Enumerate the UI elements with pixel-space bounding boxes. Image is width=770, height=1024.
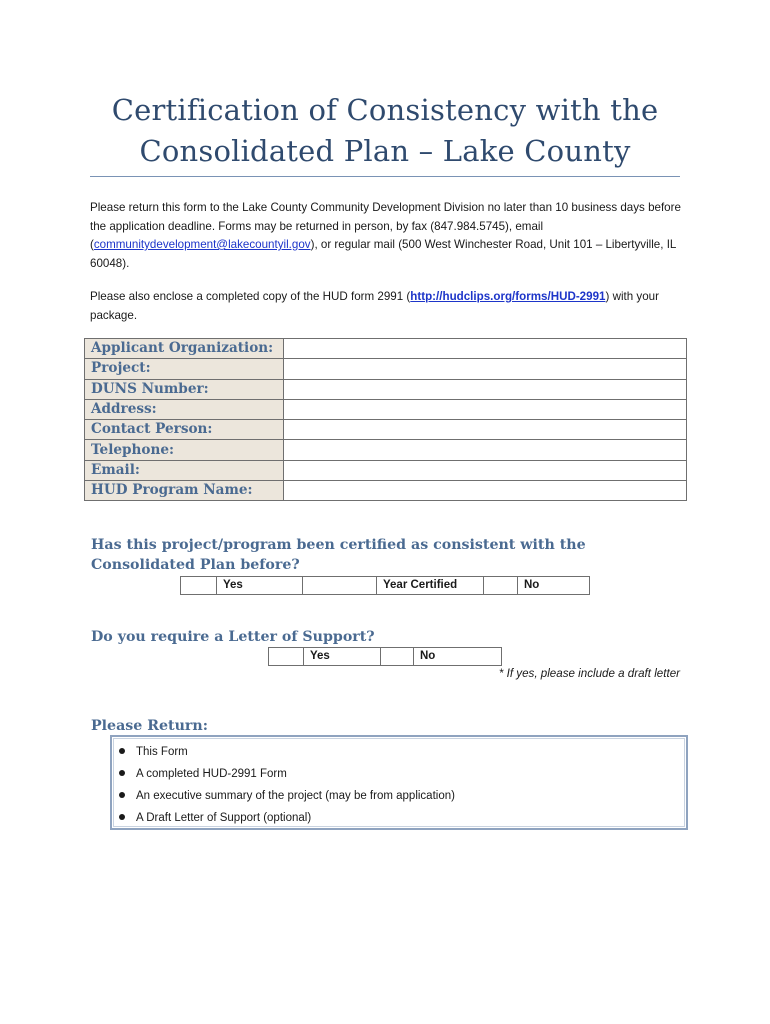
list-item [117,763,455,785]
email-field[interactable] [284,460,687,480]
list-item [117,807,455,829]
letter-question: Do you require a Letter of Support? [91,629,375,645]
table-row [85,399,687,419]
field-label: Project: [85,359,284,379]
bullet-icon [119,792,125,798]
table-row [85,440,687,460]
bullet-icon [119,748,125,754]
draft-letter-note: * If yes, please include a draft letter [498,667,680,680]
bullet-icon [119,814,125,820]
table-row [85,339,687,359]
applicant-organization-field[interactable] [284,339,687,359]
letter-options-table [268,647,502,666]
table-row [85,379,687,399]
certified-no-checkbox[interactable] [484,577,518,595]
year-certified-label: Year Certified [377,577,484,595]
year-certified-input[interactable] [303,577,377,595]
please-return-list [117,741,455,829]
list-item [117,785,455,807]
hud-program-name-field[interactable] [284,481,687,501]
field-label: HUD Program Name: [85,481,284,501]
instructions-paragraph [90,199,690,273]
certified-yes-checkbox[interactable] [181,577,217,595]
title-line-2: Consolidated Plan – Lake County [139,134,631,168]
list-item-label: A Draft Letter of Support (optional) [136,812,312,824]
table-row [85,359,687,379]
address-field[interactable] [284,399,687,419]
hud-form-link[interactable]: http://hudclips.org/forms/HUD-2991 [410,290,606,303]
field-label: Email: [85,460,284,480]
instructions-text-b: ), or regular mail (500 West Winchester Road, Unit 101 – Libertyville, IL 60048). [90,238,676,270]
enclose-paragraph [90,288,690,325]
email-link[interactable]: communitydevelopment@lakecountyil.gov [93,238,311,251]
field-label: Applicant Organization: [85,339,284,359]
certified-question-line-1: Has this project/program been certified as consistent with the [91,537,586,553]
certified-question-line-2: Consolidated Plan before? [91,557,300,573]
table-row [85,420,687,440]
bullet-icon [119,770,125,776]
certified-question [91,535,586,575]
list-item [117,741,455,763]
enclose-text-a: Please also enclose a completed copy of the HUD form 2991 ( [90,290,411,303]
field-label: Address: [85,399,284,419]
applicant-info-table [84,338,687,501]
list-item-label: A completed HUD-2991 Form [136,768,287,780]
certified-options-table [180,576,590,595]
list-item-label: This Form [136,746,188,758]
letter-no-checkbox[interactable] [381,648,414,666]
title-divider [90,176,680,177]
letter-yes-label: Yes [304,648,381,666]
title-line-1: Certification of Consistency with the [111,93,659,127]
please-return-heading: Please Return: [91,718,208,734]
instructions-text-a: Please return this form to the Lake County Community Development Division no later than 10 business days before the application deadline. Forms may be returned in person, by fax (847.984.5745), email ( [90,201,681,251]
enclose-text-b: ) with your package. [90,290,659,322]
table-row [85,481,687,501]
certified-yes-label: Yes [217,577,303,595]
letter-no-label: No [414,648,502,666]
list-item-label: An executive summary of the project (may be from application) [136,790,455,802]
telephone-field[interactable] [284,440,687,460]
contact-person-field[interactable] [284,420,687,440]
letter-yes-checkbox[interactable] [269,648,304,666]
duns-number-field[interactable] [284,379,687,399]
document-title [90,90,680,172]
field-label: DUNS Number: [85,379,284,399]
field-label: Telephone: [85,440,284,460]
table-row [85,460,687,480]
field-label: Contact Person: [85,420,284,440]
project-field[interactable] [284,359,687,379]
certified-no-label: No [518,577,590,595]
